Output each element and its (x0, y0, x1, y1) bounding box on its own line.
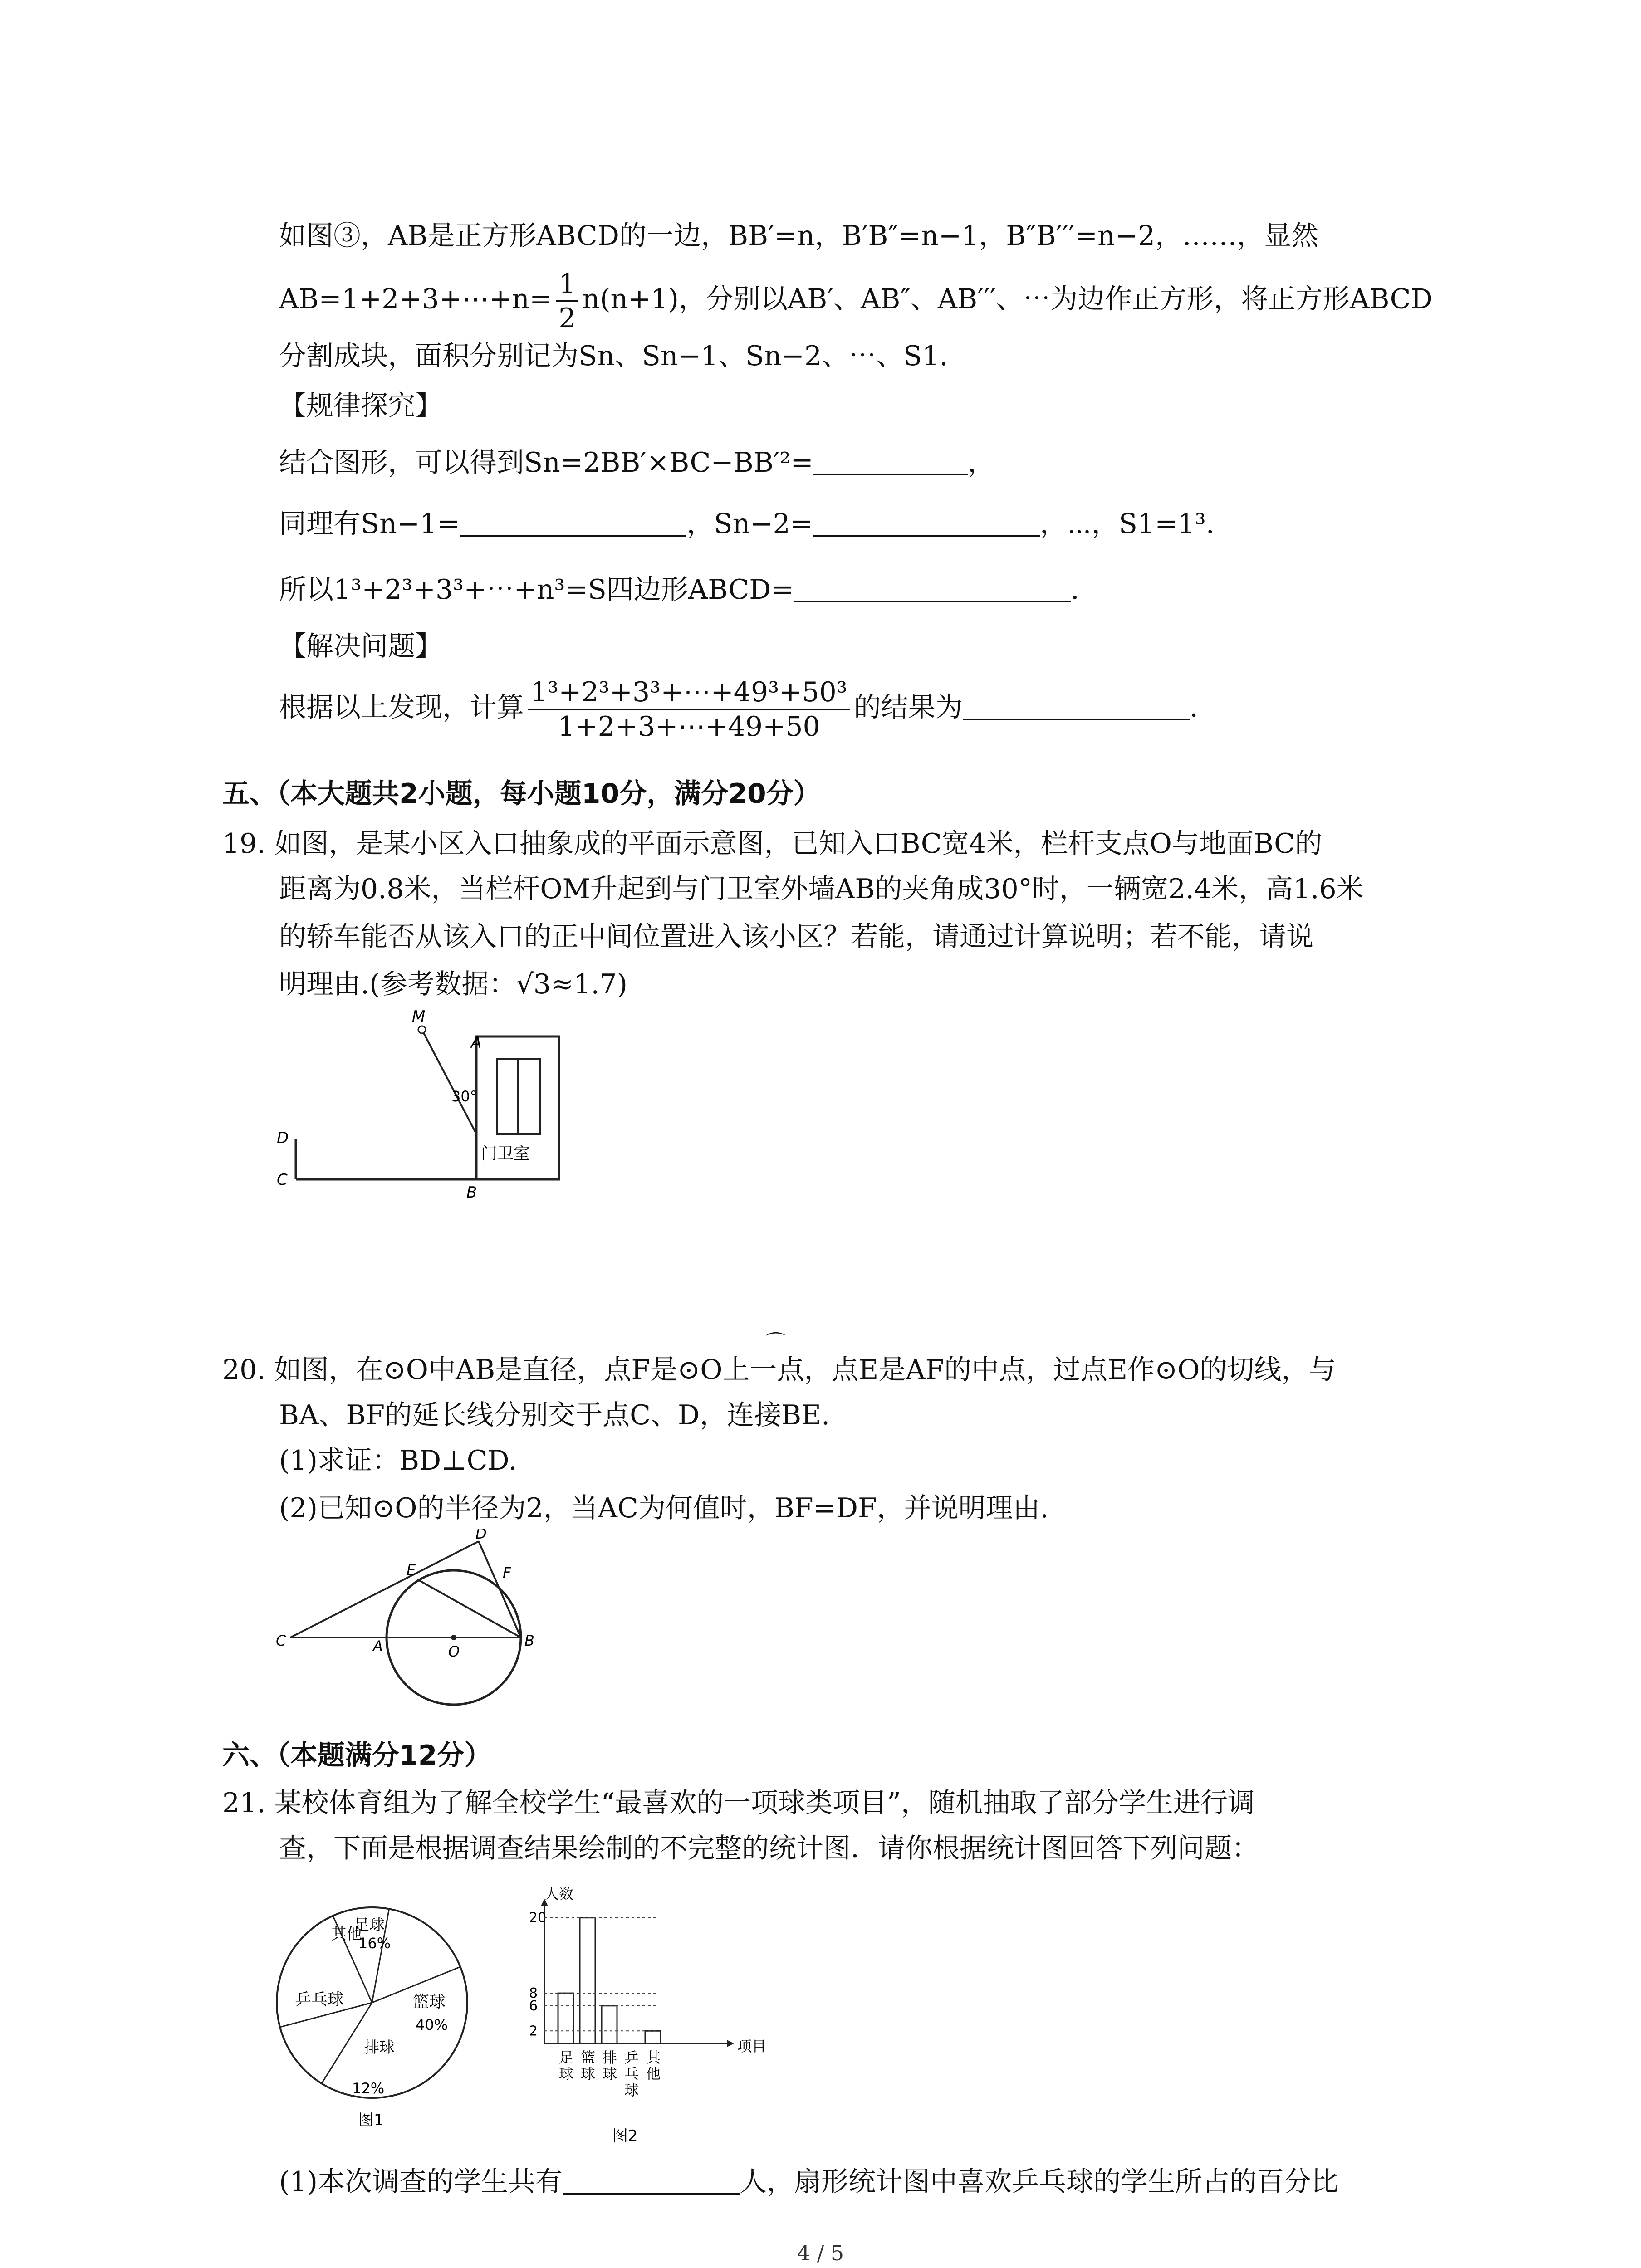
pie-percent-volleyball: 12% (352, 2080, 385, 2097)
solve-line-post: 的结果为 (853, 691, 963, 723)
answer-blank[interactable] (813, 508, 1040, 537)
center-point-o (451, 1635, 456, 1640)
page-number: 4 / 5 (797, 2241, 844, 2265)
pie-label-pingpong: 乒乓球 (295, 1990, 344, 2009)
q20-line-4: (2)已知⊙O的半径为2，当AC为何值时，BF=DF，并说明理由. (279, 1492, 1049, 1524)
pie-label-basketball: 篮球 (413, 1993, 446, 2011)
tangent-cd (290, 1541, 479, 1637)
q21-line-3-post: 人，扇形统计图中喜欢乒乓球的学生所占的百分比 (740, 2166, 1338, 2198)
q20-circle-diagram (268, 1529, 558, 1710)
q19-line-3: 的轿车能否从该入口的正中间位置进入该小区？若能，请通过计算说明；若不能，请说 (279, 921, 1313, 953)
pie-chart (272, 1903, 481, 2130)
intro-line-2-post: n(n+1)，分别以AB′、AB″、AB′′′、⋯为边作正方形，将正方形ABCD (582, 283, 1433, 315)
q20-line-3: (1)求证：BD⊥CD. (279, 1445, 517, 1476)
label-c: C (277, 1171, 288, 1189)
category-label-char: 篮 (581, 2049, 596, 2066)
pie-percent-football: 16% (358, 1935, 391, 1952)
intro-line-2 (279, 268, 1433, 335)
bar-1 (580, 1918, 595, 2043)
label-o: O (448, 1643, 460, 1660)
q19-line-2: 距离为0.8米，当栏杆OM升起到与门卫室外墙AB的夹角成30°时，一辆宽2.4米，高1.6米 (279, 873, 1364, 905)
pie-label-football: 足球 (354, 1916, 385, 1934)
solve-line: 根据以上发现，计算 $\frac{\text{1³+2³+3³+⋯+49³+50³}}{1+2+3+\cdots+49+50}$ 的结果为 . (279, 676, 1198, 743)
figure-1-caption: 图1 (358, 2111, 384, 2129)
category-label-char: 球 (581, 2065, 596, 2082)
pie-label-other: 其他 (331, 1925, 362, 1943)
rule-line-2-c: ，⋯，S1=1³. (1039, 508, 1215, 540)
label-a: A (471, 1034, 482, 1052)
y-tick-label: 6 (529, 1998, 538, 2014)
category-label-char: 乓 (624, 2065, 639, 2082)
q21-line-3 (279, 2164, 1338, 2200)
category-label-char: 乒 (624, 2049, 639, 2066)
y-axis-label: 人数 (544, 1885, 574, 1902)
figure-2-caption: 图2 (612, 2127, 638, 2145)
q19-line-4: 明理由.(参考数据：√3≈1.7) (279, 968, 627, 1000)
intro-line-3: 分割成块，面积分别记为Sn、Sn−1、Sn−2、⋯、S1. (279, 340, 948, 372)
q20-line-1: 20. 如图，在⊙O中AB是直径，点F是⊙O上一点，点E是AF的中点，过点E作⊙O的切线，与 (222, 1354, 1336, 1386)
label-b: B (466, 1183, 477, 1202)
q19-line-1: 19. 如图，是某小区入口抽象成的平面示意图，已知入口BC宽4米，栏杆支点O与地面BC的 (222, 828, 1323, 860)
label-e: E (407, 1561, 416, 1579)
y-tick-label: 8 (529, 1985, 538, 2002)
section-six-heading: 六、（本题满分12分） (222, 1740, 492, 1771)
sum-cubes-fraction (528, 676, 850, 743)
rule-line-2 (279, 506, 1215, 542)
pie-label-volleyball: 排球 (364, 2038, 395, 2057)
fraction-numerator: 1 (556, 268, 578, 302)
x-axis-label: 项目 (737, 2038, 767, 2055)
label-f: F (503, 1564, 511, 1581)
q21-line-2: 查，下面是根据调查结果绘制的不完整的统计图．请你根据统计图回答下列问题： (279, 1833, 1259, 1864)
rule-line-2-b: ，Sn−2= (686, 508, 813, 540)
label-d: D (277, 1129, 289, 1147)
label-d: D (475, 1529, 487, 1542)
bar-chart (517, 1882, 771, 2146)
label-angle-30: 30° (451, 1088, 477, 1105)
point-m (418, 1026, 426, 1033)
pie-percent-basketball: 40% (416, 2016, 448, 2033)
solve-line-pre: 根据以上发现，计算 (279, 691, 524, 723)
label-m: M (412, 1007, 426, 1026)
fraction-one-half (556, 268, 578, 335)
category-label-char: 排 (603, 2049, 617, 2066)
barrier-om (422, 1030, 476, 1134)
answer-blank[interactable] (563, 2165, 740, 2195)
bar-0 (558, 1993, 573, 2043)
q19-entrance-diagram (268, 1002, 585, 1211)
q21-line-1: 21. 某校体育组为了解全校学生“最喜欢的一项球类项目”，随机抽取了部分学生进行调 (222, 1787, 1255, 1819)
fraction-denominator: 2 (558, 303, 576, 334)
label-a: A (373, 1637, 383, 1655)
bar-2 (602, 2006, 617, 2043)
answer-blank[interactable] (963, 691, 1190, 720)
answer-blank[interactable] (460, 508, 686, 537)
label-c: C (276, 1632, 286, 1649)
y-tick-label: 2 (529, 2023, 538, 2039)
rule-line-3: 所以1³+2³+3³+⋯+n³=S四边形ABCD= . (279, 574, 1079, 606)
section-rule-explore: 【规律探究】 (279, 390, 442, 422)
rule-line-1-text: 结合图形，可以得到Sn=2BB′×BC−BB′²= (279, 447, 813, 479)
line-bd (479, 1541, 521, 1637)
bar-4 (645, 2031, 661, 2043)
section-five-heading: 五、（本大题共2小题，每小题10分，满分20分） (222, 778, 821, 810)
fraction-numerator: 1³+2³+3³+⋯+49³+50³ (528, 676, 850, 710)
answer-blank[interactable] (794, 573, 1071, 602)
category-label-char: 他 (646, 2065, 661, 2082)
answer-blank[interactable] (813, 446, 968, 475)
rule-line-2-a: 同理有Sn−1= (279, 508, 460, 540)
label-b: B (524, 1632, 534, 1649)
category-label-char: 球 (624, 2082, 639, 2099)
category-label-char: 球 (603, 2065, 617, 2082)
y-tick-label: 20 (529, 1910, 547, 1926)
x-axis-arrow (727, 2040, 734, 2047)
fraction-denominator: 1+2+3+⋯+49+50 (558, 711, 820, 743)
rule-line-1: 结合图形，可以得到Sn=2BB′×BC−BB′²= ， (279, 447, 995, 479)
q20-line-2: BA、BF的延长线分别交于点C、D，连接BE. (279, 1399, 830, 1431)
arc-mark: ⌒ (766, 1331, 786, 1354)
section-solve: 【解决问题】 (279, 631, 442, 662)
segment-be (417, 1579, 521, 1637)
category-label-char: 足 (559, 2049, 574, 2066)
category-label-char: 球 (559, 2065, 574, 2082)
category-label-char: 其 (646, 2049, 661, 2066)
label-guard-room: 门卫室 (481, 1144, 530, 1163)
intro-line-1: 如图③，AB是正方形ABCD的一边，BB′=n，B′B″=n−1，B″B′′′=n−2，……，显然 (279, 220, 1319, 252)
intro-line-2-pre: AB=1+2+3+⋯+n= (279, 283, 553, 315)
q21-line-3-pre: (1)本次调查的学生共有 (279, 2166, 563, 2198)
rule-line-3-text: 所以1³+2³+3³+⋯+n³=S四边形ABCD= (279, 574, 794, 606)
